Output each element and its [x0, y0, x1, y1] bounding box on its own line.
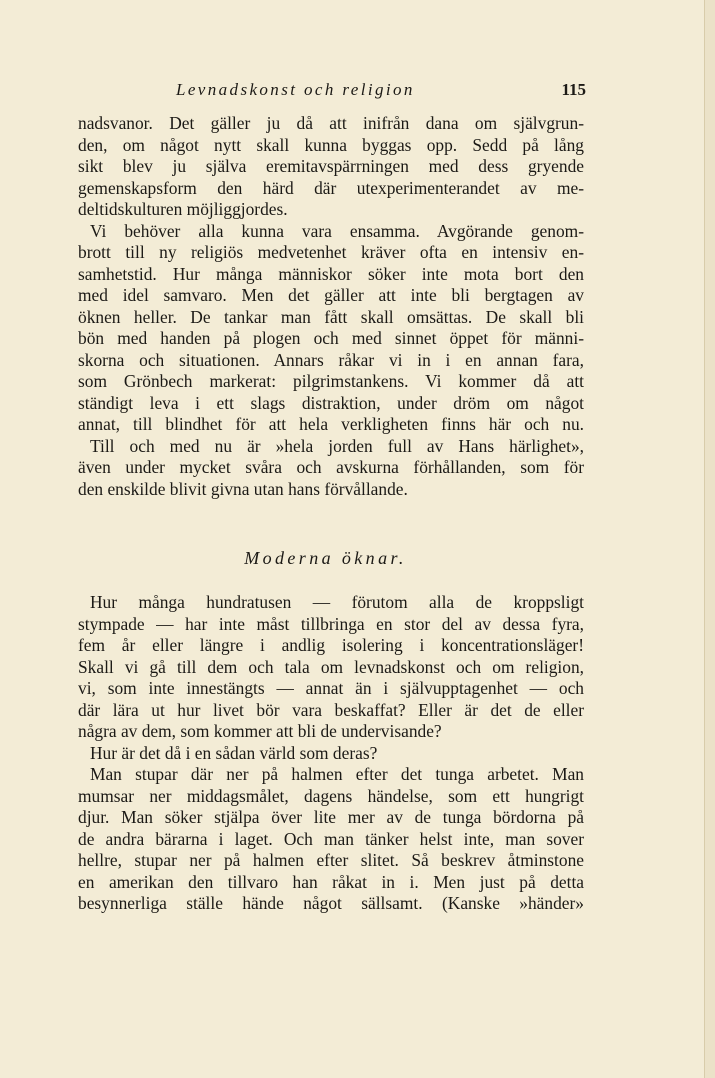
text-line: fem år eller längre i andlig isolering i koncentrationsläger!: [78, 635, 584, 655]
text-line: Skall vi gå till dem och tala om levnadskonst och om religion,: [78, 656, 584, 677]
text-line: samhetstid. Hur många människor söker inte mota bort den: [78, 263, 584, 284]
paragraph-block-2: [78, 592, 584, 915]
text-line: vi, som inte innestängts — annat än i självupptagenhet — och: [78, 678, 584, 698]
running-title: Levnadskonst och religion: [176, 80, 415, 99]
text-line: mumsar ner middagsmålet, dagens händelse, som ett hungrigt: [78, 785, 584, 806]
text-line: gemenskapsform den härd där utexperimenterandet av me-: [78, 177, 584, 198]
text-line: stympade — har inte måst tillbringa en stor del av dessa fyra,: [78, 613, 584, 634]
section-heading-text: Moderna öknar.: [244, 548, 407, 568]
text-line: djur. Man söker stjälpa över lite mer av de tunga bördorna på: [78, 807, 584, 827]
text-line: Vi behöver alla kunna vara ensamma. Avgörande genom-: [90, 220, 584, 241]
text-line: Till och med nu är »hela jorden full av Hans härlighet»,: [90, 435, 584, 456]
text-line: den, om något nytt skall kunna byggas opp. Sedd på lång: [78, 134, 584, 155]
text-line: även under mycket svåra och avskurna förhållanden, som för: [78, 457, 584, 477]
text-line: öknen heller. De tankar man fått skall omsättas. De skall bli: [78, 306, 584, 327]
section-heading: [0, 548, 715, 569]
text-line: ständigt leva i ett slags distraktion, under dröm om något: [78, 392, 584, 413]
text-line: Man stupar där ner på halmen efter det tunga arbetet. Man: [90, 764, 584, 784]
text-line: Hur många hundratusen — förutom alla de kroppsligt: [90, 592, 584, 612]
text-line: sikt blev ju själva eremitavspärrningen med dess gryende: [78, 156, 584, 176]
page-edge: [704, 0, 715, 1078]
running-header: [176, 80, 586, 106]
text-line: skorna och situationen. Annars råkar vi in i en annan fara,: [78, 349, 584, 370]
text-line: nadsvanor. Det gäller ju då att inifrån dana om självgrun-: [78, 113, 584, 133]
page-number: 115: [561, 80, 586, 99]
text-line: några av dem, som kommer att bli de undervisande?: [78, 721, 442, 741]
text-line: som Grönbech markerat: pilgrimstankens. Vi kommer då att: [78, 371, 584, 391]
text-line: bön med handen på plogen och med sinnet öppet för männi-: [78, 328, 584, 348]
text-line: brott till ny religiös medvetenhet kräver ofta en intensiv en-: [78, 242, 584, 262]
text-line: annat, till blindhet för att hela verkligheten finns här och nu.: [78, 414, 584, 434]
text-line: med idel samvaro. Men det gäller att inte bli bergtagen av: [78, 285, 584, 305]
text-line: hellre, stupar ner på halmen efter slitet. Så beskrev åtminstone: [78, 850, 584, 870]
text-line: besynnerliga ställe hände något sällsamt. (Kanske »händer»: [78, 893, 584, 913]
paragraph-block-1: [78, 113, 584, 500]
text-line: där lära ut hur livet bör vara beskaffat? Eller är det de eller: [78, 699, 584, 720]
text-line: deltidskulturen möjliggjordes.: [78, 199, 288, 219]
text-line: de andra bärarna i laget. Och man tänker helst inte, man sover: [78, 828, 584, 849]
text-line: en amerikan den tillvaro han råkat in i. Men just på detta: [78, 871, 584, 892]
text-line: Hur är det då i en sådan värld som deras?: [90, 742, 378, 763]
text-line: den enskilde blivit givna utan hans förvållande.: [78, 478, 408, 499]
